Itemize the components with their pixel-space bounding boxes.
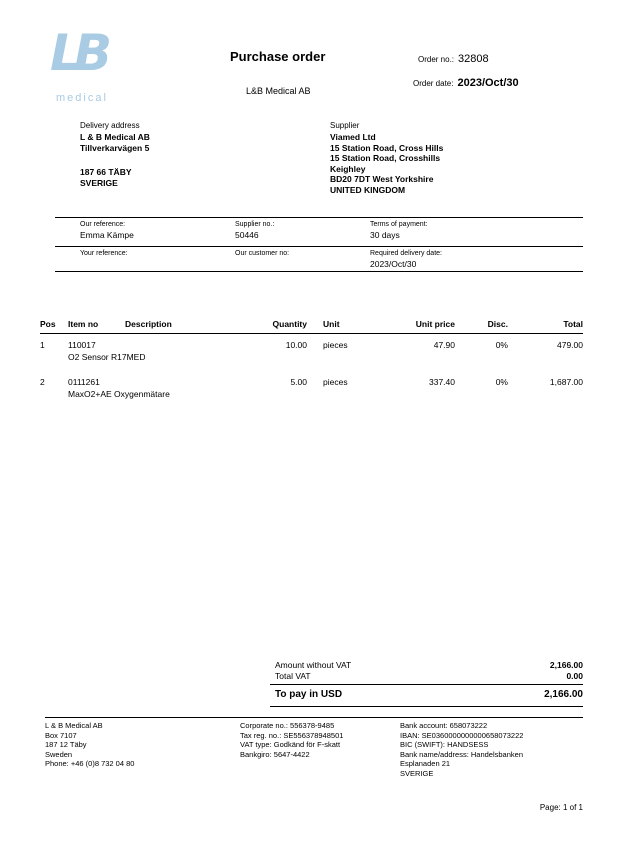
col-header-pos: Pos	[40, 317, 68, 334]
supplier-no-value: 50446	[235, 230, 259, 240]
divider	[55, 246, 583, 247]
supplier-line: UNITED KINGDOM	[330, 184, 406, 195]
footer-divider	[45, 717, 583, 718]
order-number-row	[418, 53, 489, 65]
supplier-label: Supplier	[330, 121, 360, 130]
col-header-unit-price: Unit price	[385, 317, 455, 334]
item-unit-price: 337.40	[429, 377, 455, 387]
delivery-gap	[80, 153, 150, 167]
col-header-unit: Unit	[307, 317, 385, 334]
delivery-line: SVERIGE	[80, 177, 118, 188]
table-row-description	[40, 351, 583, 363]
divider	[55, 271, 583, 272]
item-no: 0111261	[68, 377, 100, 387]
company-logo-icon	[50, 24, 104, 82]
logo-letters: LB	[50, 24, 104, 82]
supplier-address-block	[330, 132, 443, 195]
footer-line: 187 12 Täby	[45, 740, 87, 749]
line-items-table	[40, 317, 583, 400]
amount-without-vat-row	[270, 660, 583, 670]
item-disc: 0%	[495, 377, 508, 387]
table-row-description	[40, 388, 583, 400]
supplier-line: 15 Station Road, Cross Hills	[330, 142, 444, 153]
item-total: 1,687.00	[549, 377, 583, 387]
order-number-label: Order no.:	[418, 55, 455, 64]
order-number-value: 32808	[458, 53, 489, 65]
row-spacer	[40, 363, 583, 376]
col-header-item-no: Item no	[68, 317, 125, 334]
order-date-value: 2023/Oct/30	[457, 77, 519, 89]
logo-subtext: medical	[56, 92, 108, 104]
amount-without-vat-label: Amount without VAT	[275, 660, 352, 670]
table-row	[40, 334, 583, 352]
terms-of-payment-label: Terms of payment:	[370, 221, 428, 228]
footer-line: IBAN: SE0360000000000658073222	[400, 730, 524, 740]
footer-line: L & B Medical AB	[45, 721, 103, 730]
footer-line: Esplanaden 21	[400, 759, 451, 768]
footer-line: Sweden	[45, 749, 73, 759]
item-no: 110017	[68, 340, 96, 350]
delivery-address-label: Delivery address	[80, 121, 140, 130]
item-quantity: 5.00	[290, 377, 307, 387]
footer-line: SVERIGE	[400, 768, 434, 778]
our-customer-no-label: Our customer no:	[235, 250, 290, 257]
supplier-line: Keighley	[330, 163, 366, 174]
to-pay-label: To pay in USD	[275, 689, 343, 700]
order-date-label: Order date:	[413, 79, 454, 88]
header-company-name: L&B Medical AB	[246, 86, 311, 96]
footer-line: BIC (SWIFT): HANDSESS	[400, 740, 489, 749]
item-description: MaxO2+AE Oxygenmätare	[68, 389, 170, 399]
item-desc-cell	[125, 334, 195, 352]
delivery-address-block	[80, 132, 150, 188]
total-vat-row	[270, 671, 583, 681]
footer-registration-column	[240, 721, 390, 759]
total-vat-value: 0.00	[566, 671, 583, 681]
item-desc-cell	[125, 376, 195, 388]
item-unit: pieces	[323, 377, 348, 387]
required-delivery-date-label: Required delivery date:	[370, 250, 442, 257]
table-row	[40, 376, 583, 388]
divider	[55, 217, 583, 218]
terms-of-payment-value: 30 days	[370, 230, 400, 240]
divider	[270, 706, 583, 707]
item-pos: 1	[40, 340, 45, 350]
item-unit: pieces	[323, 340, 348, 350]
table-header-row	[40, 317, 583, 334]
our-reference-label: Our reference:	[80, 221, 126, 228]
delivery-line: L & B Medical AB	[80, 132, 150, 142]
supplier-line: BD20 7DT West Yorkshire	[330, 174, 434, 184]
document-title: Purchase order	[230, 49, 326, 64]
footer-company-column	[45, 721, 225, 769]
col-header-disc: Disc.	[455, 317, 508, 334]
item-total: 479.00	[557, 340, 583, 350]
item-description: O2 Sensor R17MED	[68, 352, 146, 362]
footer-line: VAT type: Godkänd för F-skatt	[240, 740, 341, 749]
order-date-row	[413, 77, 519, 89]
to-pay-value: 2,166.00	[544, 689, 583, 700]
footer-line: Bankgiro: 5647-4422	[240, 749, 310, 759]
footer-line: Box 7107	[45, 730, 77, 740]
supplier-line: 15 Station Road, Crosshills	[330, 153, 441, 163]
delivery-line: 187 66 TÄBY	[80, 167, 132, 177]
col-header-total: Total	[508, 317, 583, 334]
footer-line: Corporate no.: 556378-9485	[240, 721, 335, 730]
item-disc: 0%	[495, 340, 508, 350]
footer-line: Phone: +46 (0)8 732 04 80	[45, 759, 135, 768]
footer-bank-column	[400, 721, 585, 778]
supplier-line: Viamed Ltd	[330, 132, 376, 142]
item-unit-price: 47.90	[433, 340, 455, 350]
supplier-no-label: Supplier no.:	[235, 221, 275, 228]
delivery-line: Tillverkarvägen 5	[80, 142, 150, 153]
footer-line: Bank name/address: Handelsbanken	[400, 749, 523, 759]
divider	[270, 684, 583, 685]
item-quantity: 10.00	[285, 340, 307, 350]
total-vat-label: Total VAT	[275, 671, 311, 681]
col-header-description: Description	[125, 317, 195, 334]
required-delivery-date-value: 2023/Oct/30	[370, 259, 417, 269]
your-reference-label: Your reference:	[80, 250, 128, 257]
our-reference-value: Emma Kämpe	[80, 230, 134, 240]
page-number: Page: 1 of 1	[539, 803, 583, 812]
footer-line: Tax reg. no.: SE556378948501	[240, 730, 344, 740]
col-header-quantity: Quantity	[195, 317, 307, 334]
to-pay-row	[270, 689, 583, 700]
footer-line: Bank account: 658073222	[400, 721, 488, 730]
item-pos: 2	[40, 377, 45, 387]
amount-without-vat-value: 2,166.00	[549, 660, 583, 670]
